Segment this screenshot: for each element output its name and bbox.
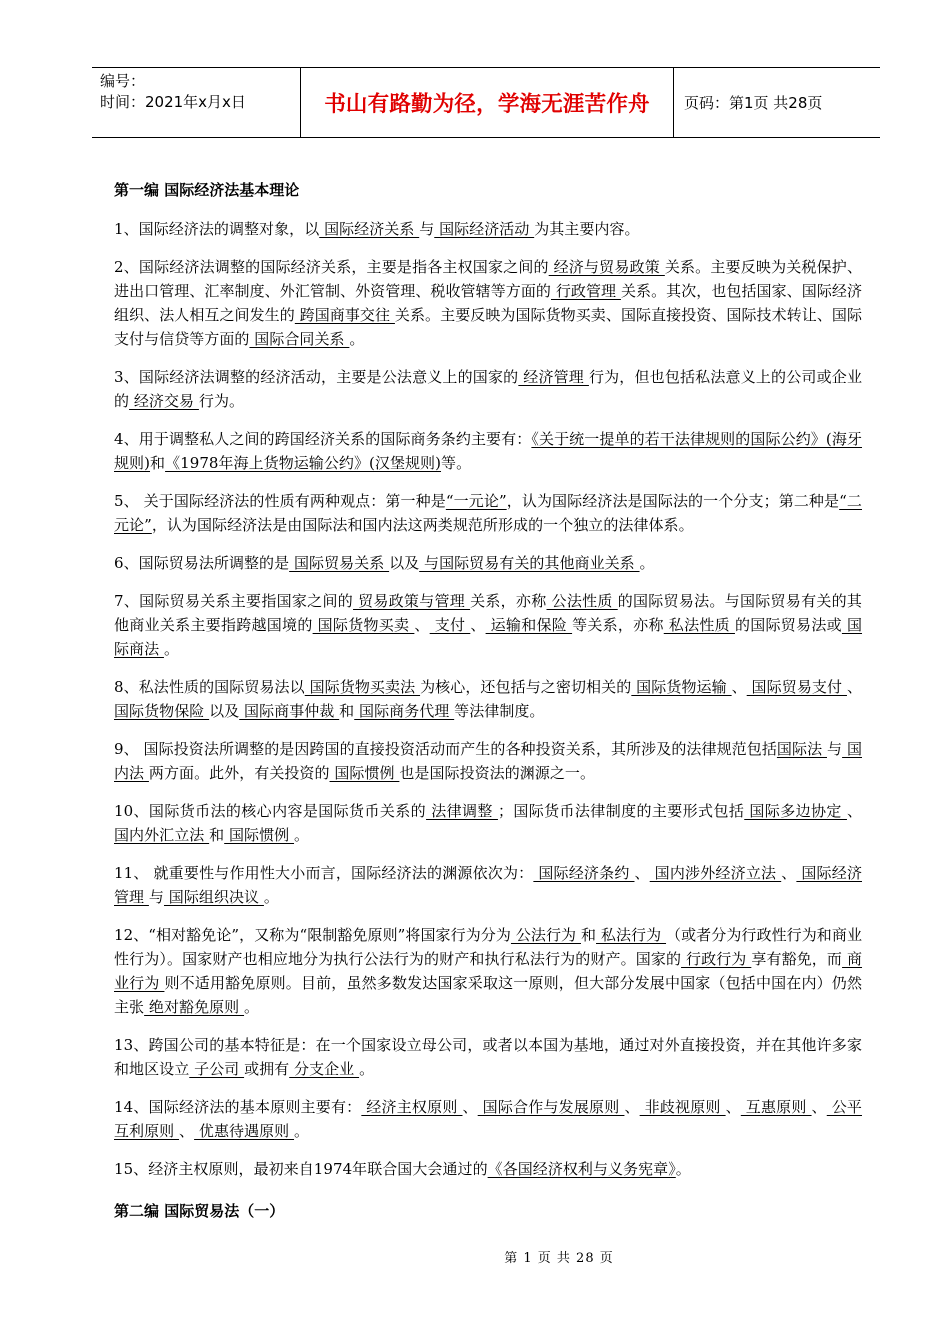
answer-blank: 分支企业 <box>289 1060 360 1078</box>
paragraph-text: 、 <box>725 1098 741 1116</box>
paragraph-text: 等法律制度。 <box>454 702 545 720</box>
paragraph-list <box>114 217 862 1181</box>
answer-blank: 互惠原则 <box>740 1098 812 1116</box>
paragraph <box>114 861 862 909</box>
answer-blank: 公法行为 <box>510 926 581 944</box>
paragraph-text: 2、国际经济法调整的国际经济关系，主要是指各主权国家之间的 <box>114 258 549 276</box>
paragraph-text: 为核心，还包括与之密切相关的 <box>420 678 632 696</box>
doc-number: 编号： <box>100 72 146 90</box>
paragraph-text: 5、 关于国际经济法的性质有两种观点：第一种是 <box>114 492 446 510</box>
answer-blank: 国际货物买卖 <box>312 616 415 634</box>
paragraph-text: 与 <box>827 740 843 758</box>
paragraph-text: 则不适用豁免原则。目前，虽然多数发达国家采取这一原则，但大部分发展中国家（包括中国在内）仍然主张 <box>114 974 862 1016</box>
paragraph <box>114 923 862 1019</box>
paragraph-text: 。 <box>263 888 279 906</box>
paragraph-text: 。 <box>639 554 655 572</box>
paragraph-text: 享有豁免，而 <box>751 950 843 968</box>
answer-blank: 国际多边协定 <box>744 802 847 820</box>
paragraph <box>114 1033 862 1081</box>
answer-blank: 国际商事仲裁 <box>239 702 340 720</box>
paragraph-text: 。 <box>163 640 180 658</box>
paragraph-text: 14、国际经济法的基本原则主要有： <box>114 1098 362 1116</box>
page-footer <box>0 1247 950 1266</box>
answer-blank: 国际组织决议 <box>163 888 264 906</box>
paragraph-text: 4、用于调整私人之间的跨国经济关系的国际商务条约主要有： <box>114 430 532 448</box>
paragraph-text: 7、国际贸易关系主要指国家之间的 <box>114 592 354 610</box>
paragraph-text: 8、私法性质的国际贸易法以 <box>114 678 305 696</box>
paragraph-text: 、 <box>624 1098 640 1116</box>
answer-blank: 国际惯例 <box>224 826 295 844</box>
answer-blank: 经济与贸易政策 <box>548 258 665 276</box>
answer-blank: 国际经济关系 <box>319 220 420 238</box>
doc-time: 时间：2021年x月x日 <box>100 93 246 111</box>
section-title: 第一编 国际经济法基本理论 <box>114 181 300 199</box>
answer-blank: 国际合作与发展原则 <box>477 1098 625 1116</box>
paragraph-text: 3、国际经济法调整的经济活动，主要是公法意义上的国家的 <box>114 368 519 386</box>
page-header <box>92 67 880 138</box>
paragraph-text: 和 <box>209 826 225 844</box>
paragraph-text: ，认为国际经济法是国际法的一个分支；第二种是 <box>506 492 840 510</box>
paragraph-text: 、 <box>846 678 863 696</box>
paragraph <box>114 217 862 241</box>
paragraph-text: 、 <box>462 1098 478 1116</box>
answer-blank: 国际经济管理 <box>114 864 862 906</box>
paragraph <box>114 675 862 723</box>
section-title-2: 第二编 国际贸易法（一） <box>114 1202 285 1220</box>
answer-blank: 国际惯例 <box>329 764 400 782</box>
paragraph <box>114 427 862 475</box>
paragraph-text: 。 <box>244 998 260 1016</box>
paragraph-text: 。 <box>294 826 310 844</box>
answer-blank: 《关于统一提单的若干法律规则的国际公约》(海牙规则) <box>114 430 862 472</box>
paragraph-text: 1、国际经济法的调整对象，以 <box>114 220 320 238</box>
paragraph-text: 、 <box>470 616 486 634</box>
paragraph-text: 等关系，亦称 <box>572 616 664 634</box>
answer-blank: 国际商法 <box>114 616 863 658</box>
paragraph-text: 。 <box>675 1160 691 1178</box>
answer-blank: 商业行为 <box>114 950 863 992</box>
answer-blank: 非歧视原则 <box>639 1098 726 1116</box>
paragraph-text: （或者分为行政性行为和商业性行为）。国家财产也相应地分为执行公法行为的财产和执行私法行为的财产。国家的 <box>114 926 862 968</box>
paragraph-text: 11、 就重要性与作用性大小而言，国际经济法的渊源依次为： <box>114 864 534 882</box>
paragraph-text: 12、“相对豁免论”，又称为“限制豁免原则”将国家行为分为 <box>114 926 511 944</box>
answer-blank: 《各国经济权利与义务宪章》 <box>487 1160 676 1178</box>
paragraph-text: ，认为国际经济法是由国际法和国内法这两类规范所形成的一个独立的法律体系。 <box>151 516 694 534</box>
paragraph-text: 也是国际投资法的渊源之一。 <box>399 764 596 782</box>
paragraph-text: 以及 <box>209 702 240 720</box>
paragraph-text: 和 <box>580 926 597 944</box>
paragraph-text: 的国际贸易法或 <box>734 616 842 634</box>
answer-blank: 行政行为 <box>681 950 752 968</box>
answer-blank: 法律调整 <box>426 802 498 820</box>
paragraph-text: 或拥有 <box>244 1060 290 1078</box>
answer-blank: 国际经济条约 <box>533 864 635 882</box>
paragraph <box>114 1157 862 1181</box>
paragraph <box>114 1095 862 1143</box>
paragraph-text: 、 <box>414 616 430 634</box>
paragraph-text: 、 <box>179 1122 195 1140</box>
header-motto: 书山有路勤为径，学海无涯苦作舟 <box>300 68 674 137</box>
header-page-info: 页码：第1页 共28页 <box>684 94 823 112</box>
paragraph-text: 与 <box>419 220 435 238</box>
answer-blank: 国际商务代理 <box>354 702 455 720</box>
paragraph-text: 关系。其次，也包括国家、国际经济组织、法人相互之间发生的 <box>114 282 863 324</box>
paragraph-text: 与 <box>148 888 164 906</box>
answer-blank: 国际货物买卖法 <box>304 678 421 696</box>
paragraph-text: 、 <box>846 802 863 820</box>
answer-blank: 私法行为 <box>596 926 667 944</box>
answer-blank: 公法性质 <box>546 592 618 610</box>
paragraph-text: 为其主要内容。 <box>534 220 640 238</box>
answer-blank: 《1978年海上货物运输公约》(汉堡规则) <box>165 454 442 472</box>
paragraph-text: 10、国际货币法的核心内容是国际货币关系的 <box>114 802 427 820</box>
paragraph-text: 、 <box>811 1098 827 1116</box>
paragraph-text: ；国际货币法律制度的主要形式包括 <box>497 802 745 820</box>
paragraph-text: 两方面。此外，有关投资的 <box>148 764 330 782</box>
document-body <box>114 178 862 1195</box>
answer-blank: 国际经济活动 <box>434 220 535 238</box>
answer-blank: 与国际贸易有关的其他商业关系 <box>419 554 640 572</box>
paragraph-text: 。 <box>349 330 365 348</box>
paragraph-text: 、 <box>781 864 797 882</box>
paragraph-text: 9、 国际投资法所调整的是因跨国的直接投资活动而产生的各种投资关系，其所涉及的法律规范包括 <box>114 740 777 758</box>
answer-blank: “二元论” <box>114 492 862 534</box>
paragraph <box>114 255 862 351</box>
answer-blank: 优惠待遇原则 <box>194 1122 295 1140</box>
answer-blank: 贸易政策与管理 <box>353 592 471 610</box>
paragraph <box>114 365 862 413</box>
paragraph-text: 行为，但也包括私法意义上的公司或企业的 <box>114 368 862 410</box>
paragraph-text: 的国际贸易法。与国际贸易有关的其他商业关系主要指跨越国境的 <box>114 592 862 634</box>
answer-blank: 支付 <box>429 616 471 634</box>
paragraph <box>114 589 862 661</box>
answer-blank: 国内外汇立法 <box>114 826 210 844</box>
answer-blank: 公平互利原则 <box>114 1098 862 1140</box>
paragraph-text: 以及 <box>389 554 420 572</box>
paragraph-text: 关系，亦称 <box>470 592 547 610</box>
footer-page-number: 第 1 页 共 28 页 <box>504 1251 614 1266</box>
paragraph-text: 、 <box>731 678 747 696</box>
answer-blank: 绝对豁免原则 <box>144 998 245 1016</box>
answer-blank: 国际货物运输 <box>631 678 732 696</box>
answer-blank: 子公司 <box>189 1060 245 1078</box>
paragraph <box>114 799 862 847</box>
paragraph-text: 等。 <box>441 454 472 472</box>
answer-blank: 国际法 <box>776 740 827 758</box>
header-meta <box>92 68 300 137</box>
answer-blank: 跨国商事交往 <box>294 306 395 324</box>
paragraph-text: 、 <box>634 864 650 882</box>
paragraph-text: 和 <box>339 702 355 720</box>
paragraph-text: 行为。 <box>198 392 245 410</box>
answer-blank: 私法性质 <box>663 616 735 634</box>
paragraph-text: 。 <box>294 1122 310 1140</box>
paragraph-text: 6、国际贸易法所调整的是 <box>114 554 290 572</box>
paragraph-text: 13、跨国公司的基本特征是：在一个国家设立母公司，或者以本国为基地，通过对外直接投资，并在其他许多家和地区设立 <box>114 1036 862 1078</box>
answer-blank: 国际合同关系 <box>249 330 350 348</box>
paragraph-text: 关系。主要反映为关税保护、进出口管理、汇率制度、外汇管制、外资管理、税收管辖等方面的 <box>114 258 863 300</box>
paragraph-text: 和 <box>150 454 166 472</box>
paragraph-text: 15、经济主权原则，最初来自1974年联合国大会通过的 <box>114 1160 488 1178</box>
answer-blank: 国内法 <box>114 740 862 782</box>
answer-blank: “一元论” <box>445 492 507 510</box>
paragraph-text: 关系。主要反映为国际货物买卖、国际直接投资、国际技术转让、国际支付与信贷等方面的 <box>114 306 863 348</box>
answer-blank: 国际货物保险 <box>114 702 210 720</box>
answer-blank: 经济交易 <box>129 392 199 410</box>
answer-blank: 行政管理 <box>550 282 621 300</box>
answer-blank: 经济管理 <box>518 368 589 386</box>
answer-blank: 国际贸易支付 <box>746 678 847 696</box>
paragraph-text: 。 <box>359 1060 375 1078</box>
paragraph <box>114 737 862 785</box>
paragraph <box>114 489 862 537</box>
answer-blank: 国内涉外经济立法 <box>649 864 782 882</box>
answer-blank: 国际贸易关系 <box>289 554 390 572</box>
answer-blank: 经济主权原则 <box>361 1098 463 1116</box>
paragraph <box>114 551 862 575</box>
answer-blank: 运输和保险 <box>485 616 573 634</box>
